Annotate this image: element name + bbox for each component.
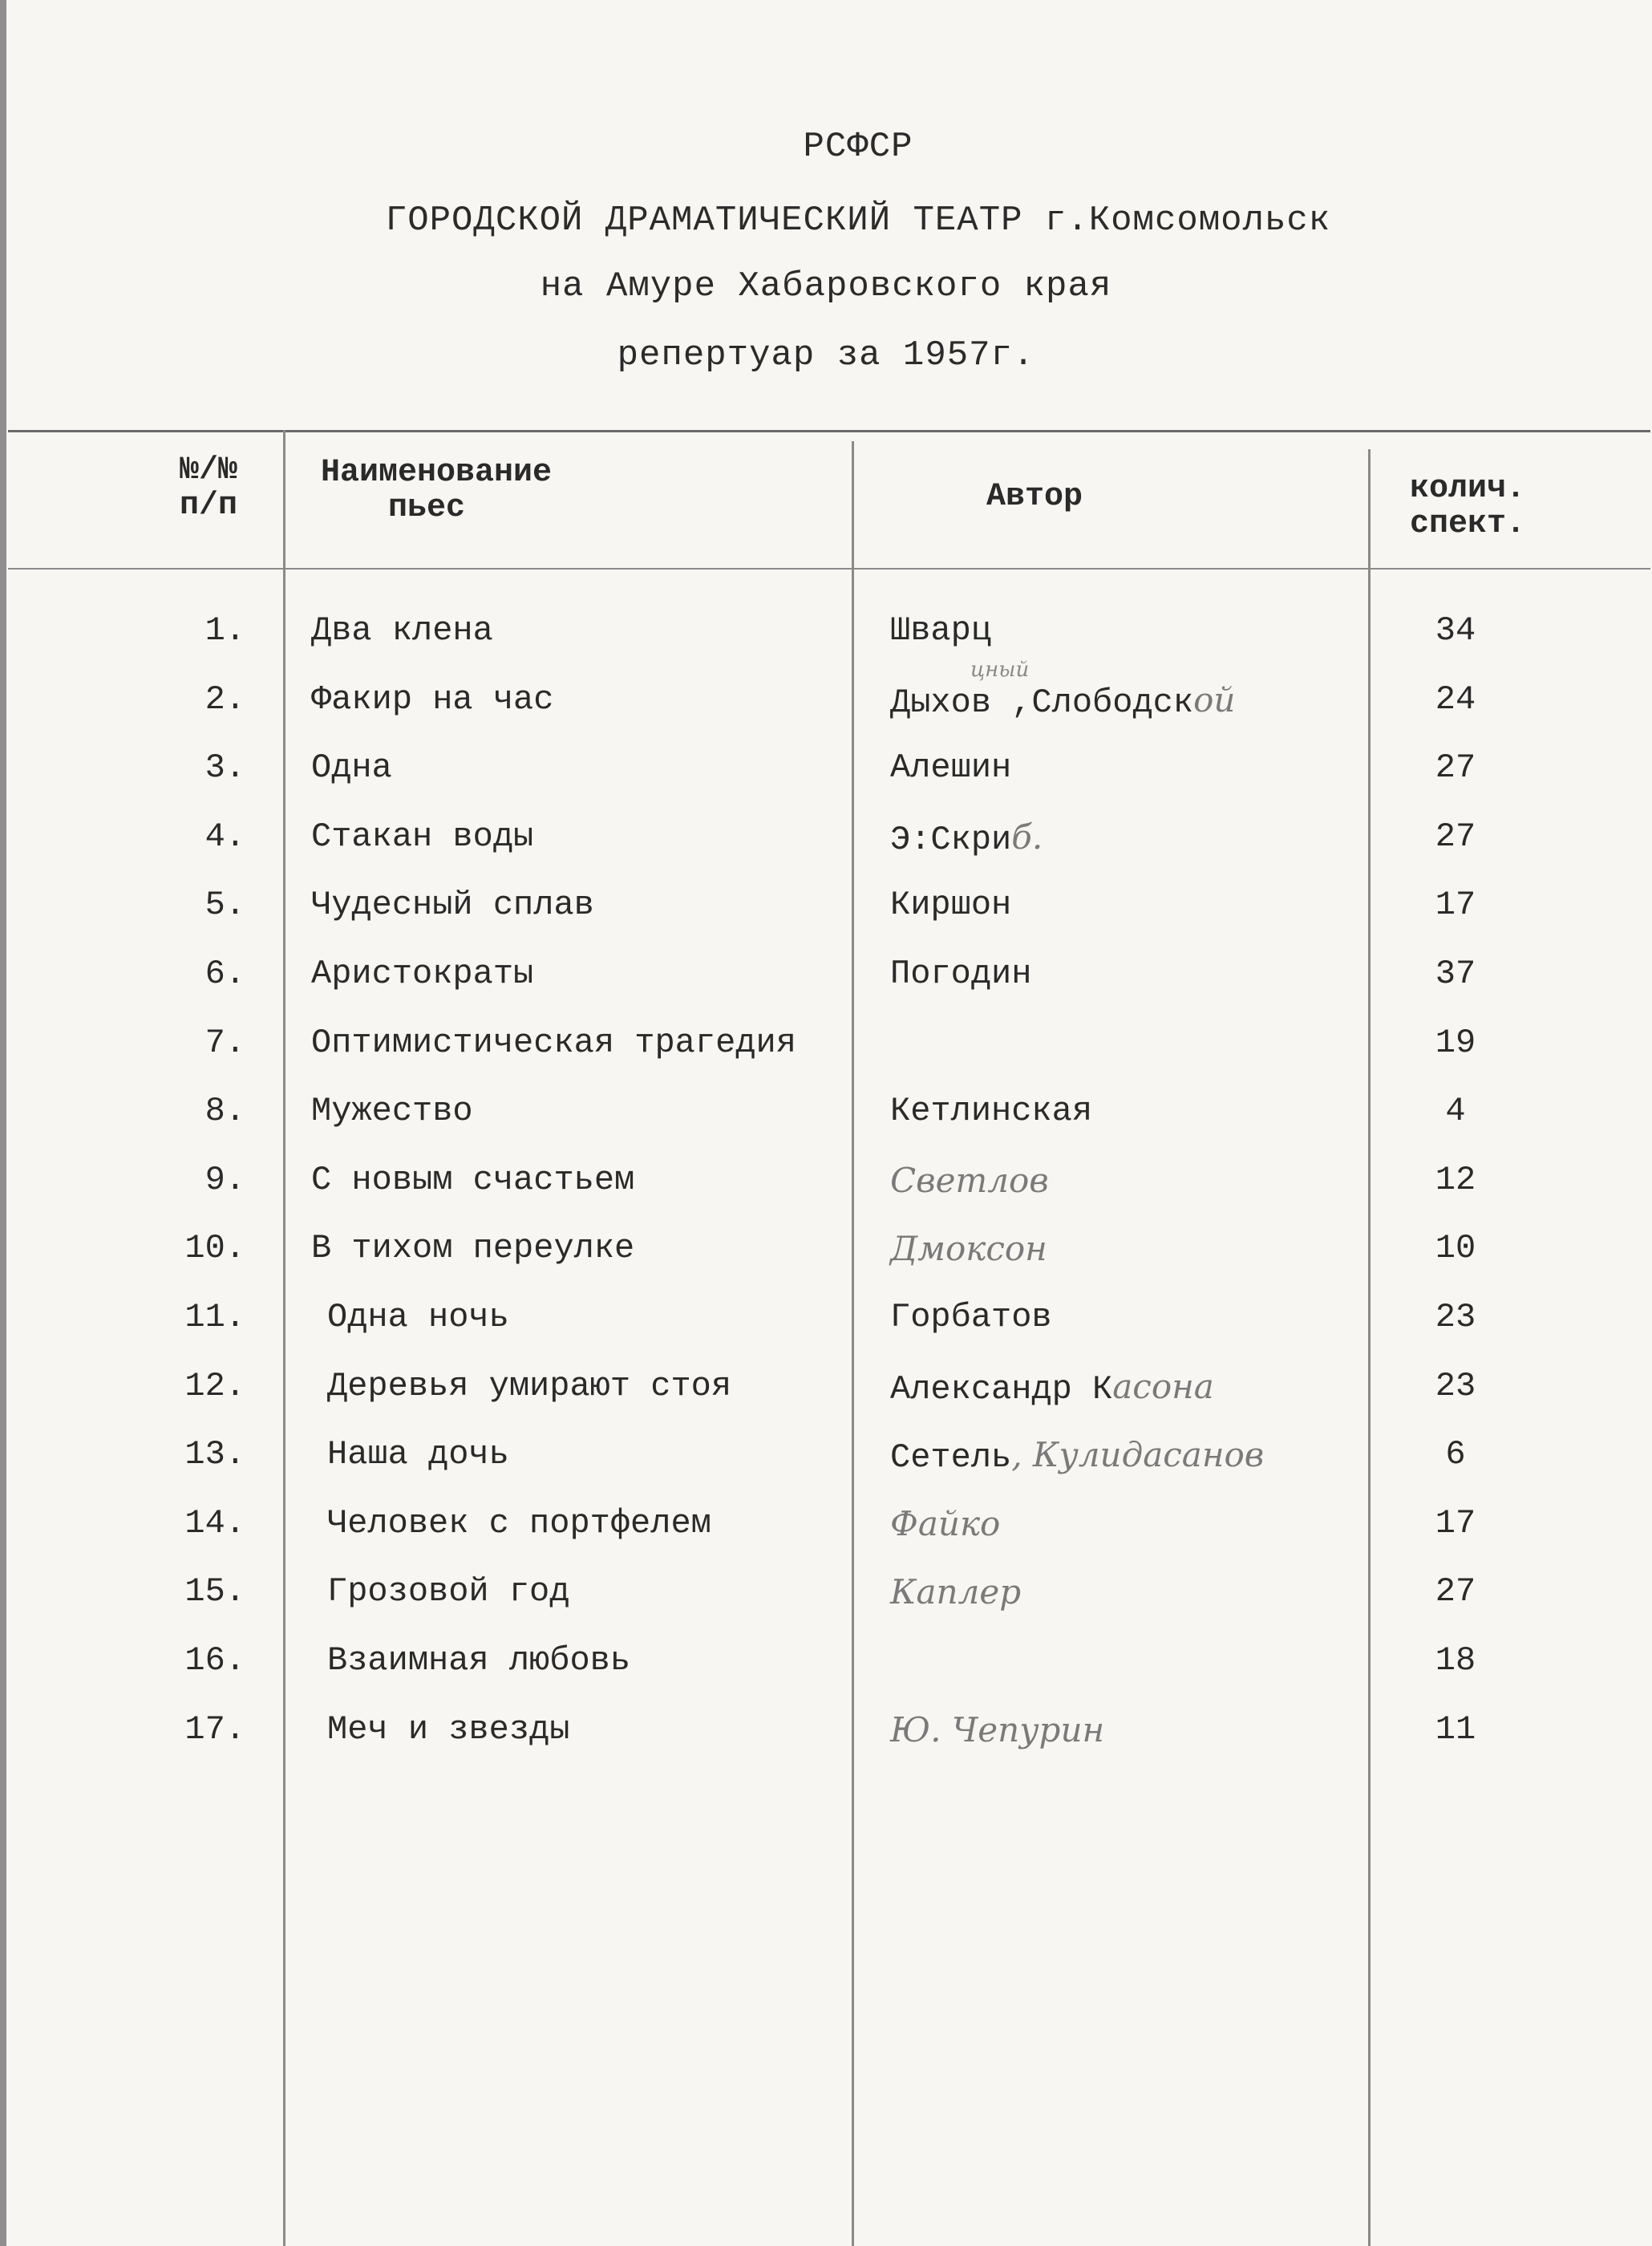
row-number: 2.: [204, 680, 245, 719]
row-number: 6.: [204, 955, 245, 993]
performance-count: 24: [1435, 680, 1476, 719]
column-header-title-line2: пьес: [388, 490, 466, 526]
author-handwritten: Ю. Чепурин: [890, 1710, 1105, 1749]
table-row: [0, 1298, 1652, 1362]
play-title: Взаимная любовь: [327, 1641, 631, 1680]
play-title: Аристократы: [311, 955, 534, 993]
play-title: Чудесный сплав: [311, 886, 594, 924]
play-title: Одна ночь: [327, 1298, 509, 1336]
performance-count: 27: [1435, 1572, 1476, 1611]
play-author: [890, 1435, 1264, 1477]
play-title: Наша дочь: [327, 1435, 509, 1474]
author-typed: Э:Скри: [890, 821, 1012, 859]
performance-count: 23: [1435, 1367, 1476, 1405]
table-row: [0, 1024, 1652, 1088]
performance-count: 27: [1435, 817, 1476, 856]
column-header-count-line2: спект.: [1410, 506, 1526, 542]
performance-count: 17: [1435, 1504, 1476, 1543]
row-number: 9.: [204, 1161, 245, 1199]
play-author: [890, 1572, 1021, 1614]
play-author: [890, 1710, 1104, 1752]
column-header-count-line1: колич.: [1410, 471, 1526, 507]
row-number: 5.: [204, 886, 245, 924]
column-header-count: [1410, 472, 1525, 542]
row-number: 1.: [204, 611, 245, 650]
heading-theatre: ГОРОДСКОЙ ДРАМАТИЧЕСКИЙ ТЕАТР г.Комсомольск: [385, 201, 1331, 241]
row-number: 10.: [184, 1229, 245, 1267]
performance-count: 27: [1435, 748, 1476, 787]
play-author: [890, 886, 1011, 924]
performance-count: 10: [1435, 1229, 1476, 1267]
table-row: [0, 658, 1652, 744]
play-title: В тихом переулке: [311, 1229, 635, 1267]
row-number: 12.: [184, 1367, 245, 1405]
row-number: 15.: [184, 1572, 245, 1611]
row-number: 8.: [204, 1092, 245, 1130]
performance-count: 4: [1445, 1092, 1466, 1130]
author-handwritten-note: цный: [970, 658, 1030, 682]
heading-location: на Амуре Хабаровского края: [540, 266, 1112, 306]
play-author: [890, 1161, 1049, 1202]
row-number: 16.: [184, 1641, 245, 1680]
play-author: [890, 1367, 1214, 1409]
table-row: [0, 1710, 1652, 1774]
table-row: [0, 1435, 1652, 1499]
performance-count: 11: [1435, 1710, 1476, 1749]
author-typed: Шварц: [890, 611, 992, 650]
author-typed: Киршон: [890, 886, 1012, 924]
performance-count: 37: [1435, 955, 1476, 993]
table-row: [0, 611, 1652, 675]
play-title: Два клена: [311, 611, 493, 650]
performance-count: 19: [1435, 1024, 1476, 1062]
play-title: С новым счастьем: [311, 1161, 635, 1199]
author-handwritten: Файко: [890, 1504, 1001, 1543]
play-title: Меч и звезды: [327, 1710, 570, 1749]
table-row: [0, 817, 1652, 882]
performance-count: 12: [1435, 1161, 1476, 1199]
row-number: 11.: [184, 1298, 245, 1336]
author-typed: Дыхов ,Слободск: [890, 683, 1194, 722]
author-typed: Погодин: [890, 955, 1032, 993]
table-row: [0, 886, 1652, 950]
table-row: [0, 1367, 1652, 1431]
author-typed: Александр К: [890, 1370, 1113, 1409]
play-author: [890, 1298, 1052, 1336]
performance-count: 23: [1435, 1298, 1476, 1336]
column-header-number-line1: №/№: [179, 452, 237, 489]
play-author: [890, 1504, 1000, 1546]
author-handwritten: , Кулидасанов: [1011, 1435, 1265, 1474]
performance-count: 6: [1445, 1435, 1466, 1474]
heading-repertoire: репертуар за 1957г.: [617, 335, 1035, 375]
performance-count: 18: [1435, 1641, 1476, 1680]
performance-count: 17: [1435, 886, 1476, 924]
play-title: Стакан воды: [311, 817, 534, 856]
table-top-rule: [8, 430, 1650, 432]
row-number: 14.: [184, 1504, 245, 1543]
play-author: [890, 748, 1011, 787]
column-header-title-line1: Наименование: [321, 455, 553, 491]
row-number: 3.: [204, 748, 245, 787]
play-title: Факир на час: [311, 680, 554, 719]
column-header-title: [321, 456, 552, 526]
author-typed: Горбатов: [890, 1298, 1052, 1336]
row-number: 7.: [204, 1024, 245, 1062]
row-number: 4.: [204, 817, 245, 856]
play-title: Деревья умирают стоя: [327, 1367, 732, 1405]
author-handwritten: Светлов: [890, 1161, 1049, 1200]
heading-rsfsr: РСФСР: [803, 127, 913, 167]
row-number: 13.: [184, 1435, 245, 1474]
play-author: [890, 1092, 1092, 1130]
author-handwritten: ой: [1193, 680, 1236, 720]
row-number: 17.: [184, 1710, 245, 1749]
table-row: [0, 1572, 1652, 1636]
table-row: [0, 1504, 1652, 1568]
author-handwritten: б.: [1011, 817, 1043, 857]
author-handwritten: Дмоксон: [890, 1229, 1047, 1268]
table-row: [0, 955, 1652, 1019]
author-typed: Алешин: [890, 748, 1012, 787]
play-title: Грозовой год: [327, 1572, 570, 1611]
play-author: [890, 1229, 1047, 1271]
play-title: Оптимистическая трагедия: [311, 1024, 796, 1062]
column-header-author: Автор: [986, 479, 1083, 515]
column-header-number-line2: п/п: [179, 488, 237, 524]
play-title: Одна: [311, 748, 392, 787]
table-row: [0, 1092, 1652, 1156]
play-title: Мужество: [311, 1092, 473, 1130]
author-typed: Сетель: [890, 1438, 1012, 1477]
author-typed: Кетлинская: [890, 1092, 1093, 1130]
table-row: [0, 1641, 1652, 1705]
performance-count: 34: [1435, 611, 1476, 650]
column-header-number: [168, 453, 249, 524]
author-handwritten: Каплер: [890, 1572, 1022, 1612]
table-row: [0, 1161, 1652, 1225]
play-author: [890, 817, 1043, 859]
author-handwritten: асона: [1112, 1367, 1214, 1406]
table-header-rule: [8, 568, 1650, 570]
table-row: [0, 748, 1652, 813]
play-author: [890, 611, 991, 650]
table-row: [0, 1229, 1652, 1293]
play-author: [890, 658, 1236, 722]
play-author: [890, 955, 1031, 993]
play-title: Человек с портфелем: [327, 1504, 711, 1543]
